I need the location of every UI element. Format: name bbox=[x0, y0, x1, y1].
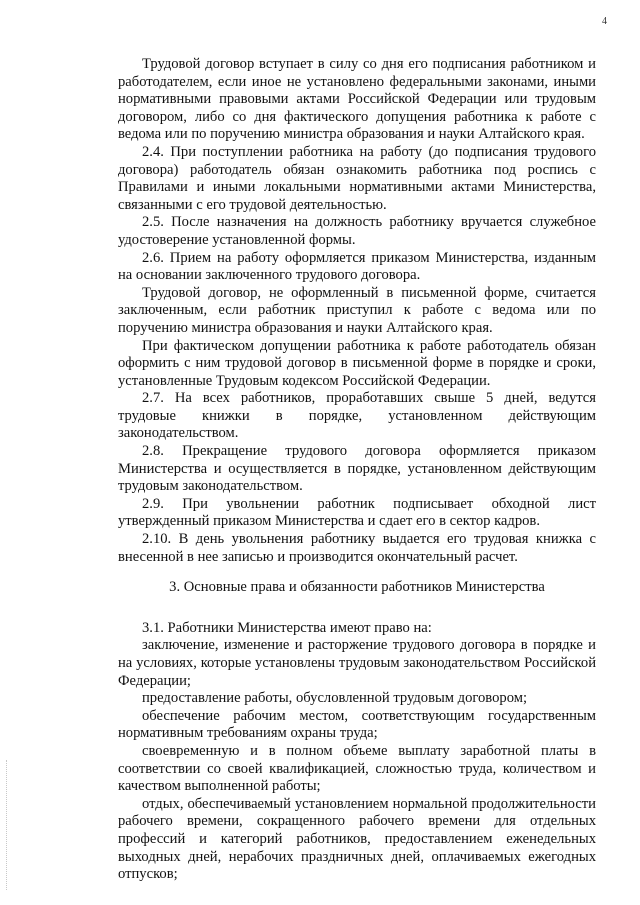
paragraph: 2.6. Прием на работу оформляется приказом Министерства, изданным на основании заключенного трудового договора. bbox=[118, 249, 596, 284]
document-body bbox=[118, 56, 596, 884]
paragraph: 2.5. После назначения на должность работнику вручается служебное удостоверение установленной формы. bbox=[118, 214, 596, 248]
paragraph: 2.4. При поступлении работника на работу (до подписания трудового договора) работодатель обязан ознакомить работника под роспись с Правилами и иными локальными нормативными актами Министерства, связанными с его трудовой деятельностью. bbox=[118, 143, 596, 213]
paragraph: Трудовой договор вступает в силу со дня его подписания работником и работодателем, если иное не установлено федеральными законами, иными нормативными правовыми актами Российской Федерации или трудовым договором, либо со дня фактического допущения работника к работе с ведома или по поручению министра образования и науки Алтайского края. bbox=[118, 56, 596, 143]
page-number: 4 bbox=[602, 16, 607, 27]
paragraph: 2.7. На всех работников, проработавших свыше 5 дней, ведутся трудовые книжки в порядке, установленном действующим законодательством. bbox=[118, 390, 596, 442]
paragraph: 2.9. При увольнении работник подписывает обходной лист утвержденный приказом Министерства и сдает его в сектор кадров. bbox=[118, 495, 596, 530]
scan-margin-artifact bbox=[6, 760, 8, 890]
paragraph: заключение, изменение и расторжение трудового договора в порядке и на условиях, которые установлены трудовым законодательством Российской Федерации; bbox=[118, 637, 596, 689]
paragraph: 3.1. Работники Министерства имеют право на: bbox=[142, 619, 432, 636]
paragraph: своевременную и в полном объеме выплату заработной платы в соответствии со своей квалификацией, сложностью труда, количеством и качеством выполненной работы; bbox=[118, 742, 596, 795]
paragraph: отдых, обеспечиваемый установлением нормальной продолжительности рабочего времени, сокращенного рабочего времени для отдельных профессий и категорий работников, предоставлением еженедельных выходных дней, нерабочих праздничных дней, оплачиваемых ежегодных отпусков; bbox=[118, 795, 596, 883]
section-heading: 3. Основные права и обязанности работников Министерства bbox=[169, 579, 545, 596]
paragraph: предоставление работы, обусловленной трудовым договором; bbox=[142, 690, 528, 707]
paragraph: При фактическом допущении работника к работе работодатель обязан оформить с ним трудовой договор в письменной форме в порядке и сроки, установленные Трудовым кодексом Российской Федерации. bbox=[118, 337, 596, 389]
paragraph: обеспечение рабочим местом, соответствующим государственным нормативным требованиям охраны труда; bbox=[118, 707, 596, 742]
paragraph: 2.10. В день увольнения работнику выдается его трудовая книжка с внесенной в нее записью и производится окончательный расчет. bbox=[118, 531, 596, 565]
paragraph: 2.8. Прекращение трудового договора оформляется приказом Министерства и осуществляется в порядке, установленном действующим трудовым законодательством. bbox=[118, 443, 596, 495]
paragraph: Трудовой договор, не оформленный в письменной форме, считается заключенным, если работник приступил к работе с ведома или по поручению министра образования и науки Алтайского края. bbox=[118, 284, 596, 336]
